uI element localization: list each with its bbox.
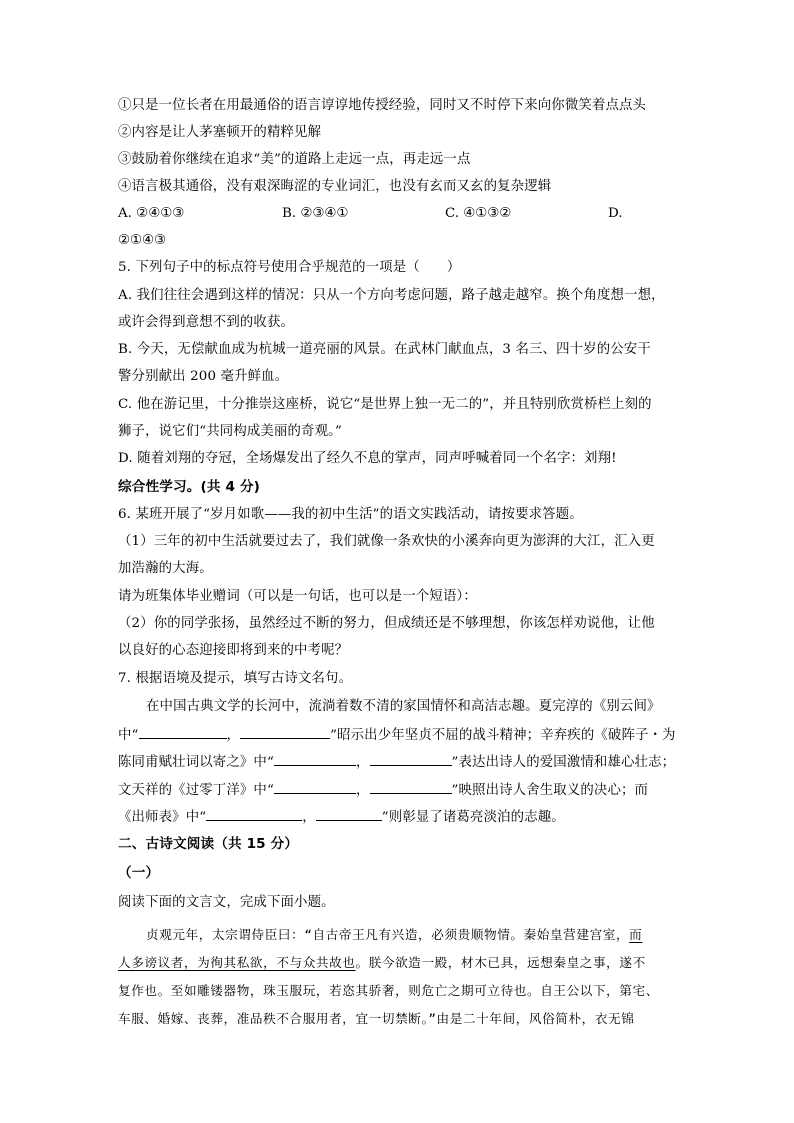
classical-text-line1	[146, 925, 642, 945]
q4-item-1: ①只是一位长者在用最通俗的语言谆谆地传授经验，同时又不时停下来向你微笑着点点头	[118, 98, 647, 113]
answer-blank[interactable]	[240, 724, 330, 739]
q6-part1-line2: 加浩瀚的大海。	[118, 561, 213, 576]
q6-stem: 6. 某班开展了“岁月如歌——我的初中生活”的语文实践活动，请按要求答题。	[118, 507, 583, 522]
q7-context-line4	[118, 779, 648, 801]
q4-option-a: A. ②④①③	[118, 206, 185, 221]
classical-text-line2	[118, 953, 646, 973]
q7-line2-rest: ”昭示出少年坚贞不屈的战斗精神；辛弃疾的《破阵子・为	[330, 728, 676, 743]
answer-blank[interactable]	[274, 751, 356, 766]
q7-context-line3	[118, 751, 675, 773]
answer-blank[interactable]	[274, 779, 356, 794]
underlined-text: 而	[629, 927, 643, 942]
q4-item-3: ③鼓励着你继续在追求“美”的道路上走远一点，再走远一点	[118, 152, 471, 167]
classical-text: 。朕今欲造一殿，材木已具，远想秦皇之事，遂不	[355, 955, 646, 970]
subsection-heading: （一）	[118, 865, 160, 881]
q7-context-line2	[118, 724, 676, 746]
q7-context-line5	[118, 806, 565, 828]
section-heading-classical: 二、古诗文阅读（共 15 分）	[118, 836, 299, 852]
answer-blank[interactable]	[206, 806, 302, 821]
q7-line4-rest: ”映照出诗人舍生取义的决心；而	[451, 783, 649, 798]
q7-line4-start: 文天祥的《过零丁洋》中“	[118, 783, 274, 798]
answer-blank[interactable]	[370, 751, 452, 766]
section-heading-comprehensive: 综合性学习。(共 4 分)	[118, 479, 261, 495]
q6-part2-line1: （2）你的同学张扬，虽然经过不断的努力，但成绩还是不够理想，你该怎样劝说他，让他	[118, 616, 655, 631]
q7-line5-start: 《出师表》中“	[118, 810, 207, 825]
q7-line3-rest: ”表达出诗人的爱国激情和雄心壮志；	[451, 755, 676, 770]
q5-option-a-line2: 或许会得到意想不到的收获。	[118, 315, 295, 330]
classical-text-line4: 车服、婚嫁、丧葬，准品秩不合服用者，宜一切禁断。”由是二十年间，风俗简朴，衣无锦	[118, 1011, 635, 1026]
answer-blank[interactable]	[370, 779, 452, 794]
q5-option-a-line1: A. 我们往往会遇到这样的情况：只从一个方向考虑问题，路子越走越窄。换个角度想一想，	[118, 288, 665, 303]
classical-text: 贞观元年，太宗谓侍臣曰：“自古帝王凡有兴造，必须贵顺物情。秦始皇营建宫室，	[146, 927, 630, 942]
q7-line5-rest: ”则彰显了诸葛亮淡泊的志趣。	[381, 810, 565, 825]
q4-item-4: ④语言极其通俗，没有艰深晦涩的专业词汇，也没有玄而又玄的复杂逻辑	[118, 179, 552, 194]
q5-option-c-line2: 狮子，说它们“共同构成美丽的奇观。”	[118, 424, 342, 439]
q4-option-d: D.	[608, 206, 623, 221]
q7-quote-open: 中“	[118, 728, 139, 743]
q5-option-b-line2: 警分别献出 200 毫升鲜血。	[118, 369, 289, 384]
underlined-text: 人多谤议者，为徇其私欲，不与众共故也	[118, 955, 356, 970]
q6-part2-line2: 以良好的心态迎接即将到来的中考呢？	[118, 643, 349, 658]
q5-option-c-line1: C. 他在游记里，十分推崇这座桥，说它“是世界上独一无二的”，并且特别欣赏桥栏上刻的	[118, 397, 652, 412]
q7-line3-start: 陈同甫赋壮词以寄之》中“	[118, 755, 274, 770]
q7-context-line1: 在中国古典文学的长河中，流淌着数不清的家国情怀和高洁志趣。夏完淳的《别云间》	[146, 699, 661, 714]
q4-option-d-content: ②①④③	[118, 233, 167, 248]
q7-comma: ，	[226, 728, 241, 743]
q5-option-d-line1: D. 随着刘翔的夺冠，全场爆发出了经久不息的掌声，同声呼喊着同一个名字：刘翔!	[118, 451, 617, 466]
q6-part1-line1: （1）三年的初中生活就要过去了，我们就像一条欢快的小溪奔向更为澎湃的大江，汇入更	[118, 534, 655, 549]
classical-text-line3: 复作也。至如雕镂器物，珠玉服玩，若恣其骄奢，则危亡之期可立待也。自王公以下，第宅、	[118, 983, 659, 998]
q6-part1-prompt: 请为班集体毕业赠词（可以是一句话，也可以是一个短语）：	[118, 589, 477, 604]
q7-comma: ，	[355, 755, 370, 770]
q5-stem: 5. 下列句子中的标点符号使用合乎规范的一项是（ ）	[118, 260, 461, 275]
q5-option-b-line1: B. 今天，无偿献血成为杭城一道亮丽的风景。在武林门献血点，3 名三、四十岁的公安干	[118, 342, 651, 357]
answer-blank[interactable]	[139, 724, 227, 739]
q4-option-b: B. ②③④①	[282, 206, 349, 221]
q4-item-2: ②内容是让人茅塞顿开的精粹见解	[118, 125, 322, 140]
q7-comma: ，	[302, 810, 316, 825]
q4-option-c: C. ④①③②	[445, 206, 512, 221]
q7-comma: ，	[355, 783, 370, 798]
reading-instruction: 阅读下面的文言文，完成下面小题。	[118, 895, 335, 910]
answer-blank[interactable]	[316, 806, 382, 821]
q7-stem: 7. 根据语境及提示，填写古诗文名句。	[118, 671, 353, 686]
